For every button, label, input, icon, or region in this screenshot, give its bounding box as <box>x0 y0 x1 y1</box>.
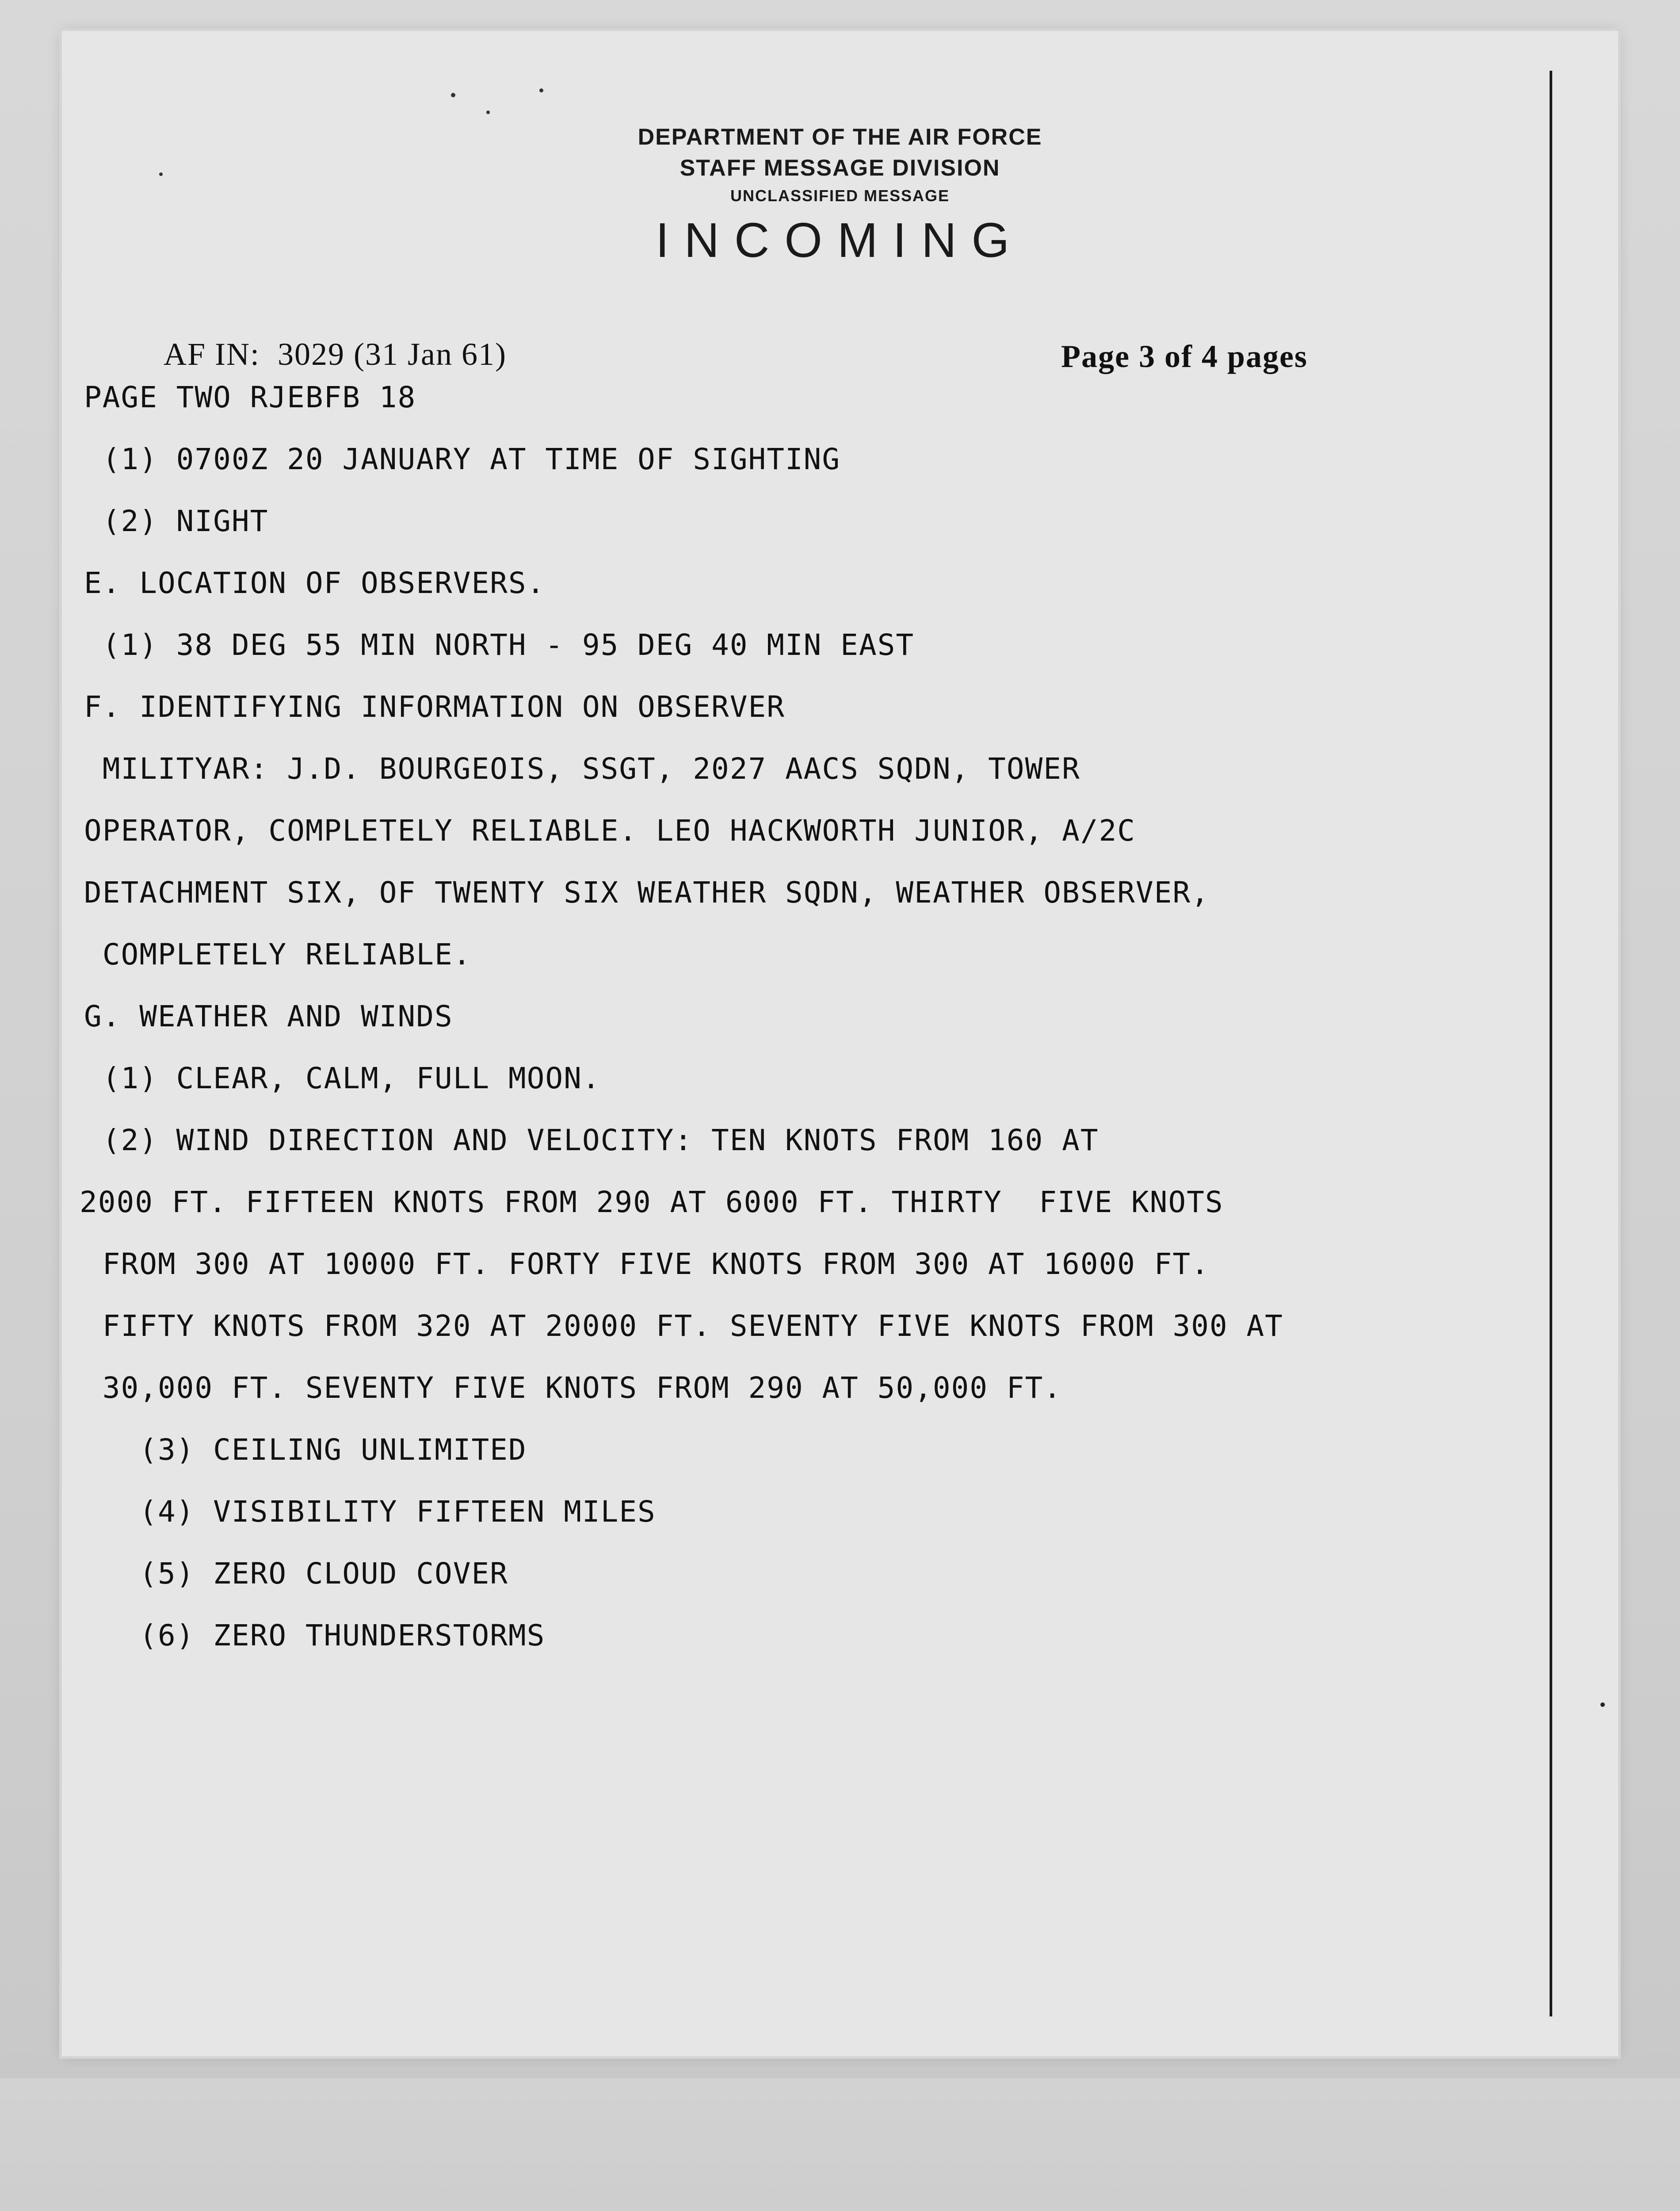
message-page <box>62 31 1618 2056</box>
message-line: G. WEATHER AND WINDS <box>84 999 453 1033</box>
ink-mark <box>1600 1702 1605 1707</box>
division-heading: STAFF MESSAGE DIVISION <box>680 155 1000 181</box>
af-in-reference: AF IN: 3029 (31 Jan 61) <box>164 337 507 372</box>
ink-speck <box>539 88 543 92</box>
message-type-title: INCOMING <box>655 213 1025 268</box>
message-line: FROM 300 AT 10000 FT. FORTY FIVE KNOTS FROM 300 AT 16000 FT. <box>84 1247 1210 1281</box>
message-line: (5) ZERO CLOUD COVER <box>84 1557 508 1591</box>
message-line: 2000 FT. FIFTEEN KNOTS FROM 290 AT 6000 FT. THIRTY FIVE KNOTS <box>80 1185 1224 1219</box>
ink-speck <box>486 111 490 114</box>
ink-speck <box>451 93 455 97</box>
message-line: (1) 38 DEG 55 MIN NORTH - 95 DEG 40 MIN EAST <box>84 628 915 662</box>
message-line: PAGE TWO RJEBFB 18 <box>84 380 416 414</box>
message-line: F. IDENTIFYING INFORMATION ON OBSERVER <box>84 690 785 724</box>
message-line: COMPLETELY RELIABLE. <box>84 937 472 972</box>
message-line: (1) CLEAR, CALM, FULL MOON. <box>84 1061 601 1095</box>
message-line: 30,000 FT. SEVENTY FIVE KNOTS FROM 290 AT 50,000 FT. <box>84 1371 1062 1405</box>
classification-label: UNCLASSIFIED MESSAGE <box>730 187 950 205</box>
ink-speck <box>159 172 163 176</box>
message-line: OPERATOR, COMPLETELY RELIABLE. LEO HACKWORTH JUNIOR, A/2C <box>84 814 1136 848</box>
message-line: (4) VISIBILITY FIFTEEN MILES <box>84 1495 656 1529</box>
message-line: (2) NIGHT <box>84 504 269 538</box>
message-line: MILITYAR: J.D. BOURGEOIS, SSGT, 2027 AACS SQDN, TOWER <box>84 752 1081 786</box>
message-line: (6) ZERO THUNDERSTORMS <box>84 1618 546 1653</box>
message-line: (2) WIND DIRECTION AND VELOCITY: TEN KNOTS FROM 160 AT <box>84 1123 1099 1157</box>
margin-rule <box>1550 71 1552 2016</box>
message-line: FIFTY KNOTS FROM 320 AT 20000 FT. SEVENTY FIVE KNOTS FROM 300 AT <box>84 1309 1283 1343</box>
message-line: (1) 0700Z 20 JANUARY AT TIME OF SIGHTING <box>84 442 841 476</box>
scanner-bottom-area <box>0 2078 1680 2211</box>
page-number: Page 3 of 4 pages <box>1061 339 1308 374</box>
department-heading: DEPARTMENT OF THE AIR FORCE <box>638 124 1042 150</box>
message-line: DETACHMENT SIX, OF TWENTY SIX WEATHER SQDN, WEATHER OBSERVER, <box>84 876 1210 910</box>
message-line: E. LOCATION OF OBSERVERS. <box>84 566 546 600</box>
message-line: (3) CEILING UNLIMITED <box>84 1433 527 1467</box>
